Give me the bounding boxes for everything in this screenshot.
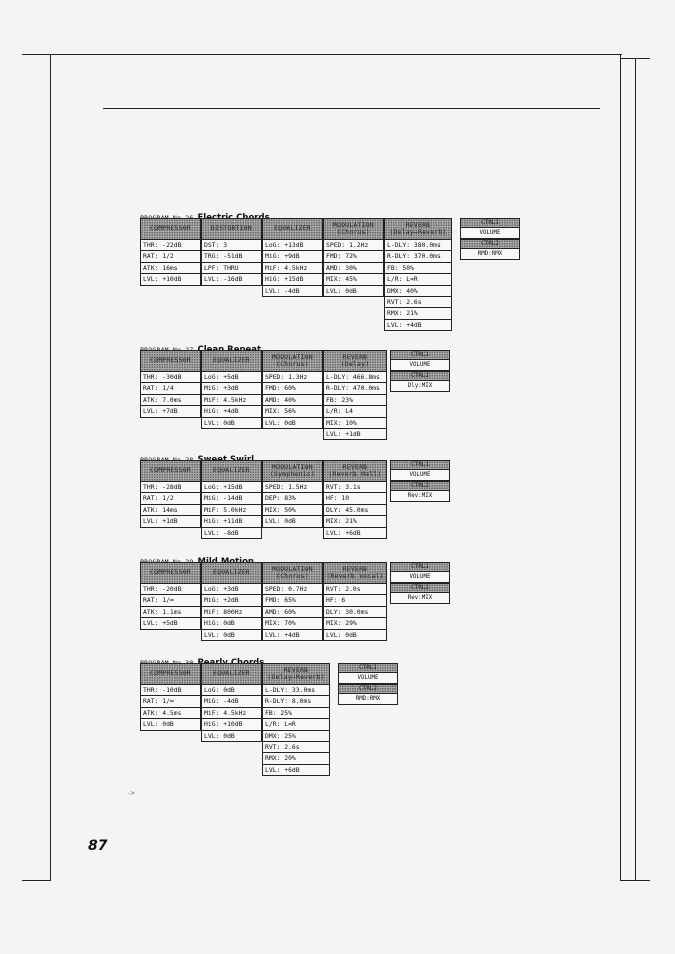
param-cell: HF: 6 [323, 595, 387, 606]
param-cell: ATK: 16ms [140, 263, 201, 274]
param-cell: LVL: +10dB [140, 274, 201, 285]
equalizer-block [201, 562, 262, 641]
param-cell: DLY: 45.0ms [323, 505, 387, 516]
ctrl1-label: CTRL1 [460, 218, 520, 228]
ctrl2-label: CTRL2 [460, 239, 520, 249]
param-cell: MiF: 4.5kHz [201, 708, 262, 719]
param-cell: MiG: -14dB [201, 493, 262, 504]
param-cell: MIX: 56% [262, 406, 323, 417]
param-cell: RVT: 2.6s [384, 297, 452, 308]
param-cell: FB: 25% [262, 708, 330, 719]
ctrl1-value: VOLUME [338, 673, 398, 684]
ctrl2-label: CTRL2 [390, 371, 450, 381]
block-header: REVERB (Delay→Reverb) [384, 218, 452, 240]
param-cell: RAT: 1/4 [140, 383, 201, 394]
param-cell: FB: 23% [323, 395, 387, 406]
right-outer-rule [635, 58, 636, 880]
compressor-block [140, 562, 201, 630]
block-header: COMPRESSOR [140, 663, 201, 685]
ctrl-block [390, 460, 450, 502]
param-cell: DST: 3 [201, 240, 262, 251]
param-cell: L-DLY: 466.8ms [323, 372, 387, 383]
param-cell: LVL: +6dB [323, 528, 387, 539]
param-cell: FMD: 60% [262, 383, 323, 394]
param-cell: R-DLY: 8.0ms [262, 696, 330, 707]
ctrl1-value: VOLUME [390, 470, 450, 481]
header-rule [103, 108, 600, 109]
param-cell: LoG: +5dB [201, 372, 262, 383]
right-top-rule [620, 58, 650, 59]
param-cell: LoG: +3dB [201, 584, 262, 595]
param-cell: FMD: 72% [323, 251, 384, 262]
param-cell: AMD: 30% [323, 263, 384, 274]
equalizer-block [201, 460, 262, 539]
param-cell: LVL: +6dB [262, 765, 330, 776]
param-cell: MIX: 70% [262, 618, 323, 629]
ctrl-block [390, 350, 450, 392]
param-cell: L-DLY: 380.0ms [384, 240, 452, 251]
param-cell: LVL: +1dB [323, 429, 387, 440]
right-border-rule [620, 55, 621, 880]
block-header: REVERB (Reverb Hall) [323, 460, 387, 482]
param-cell: MiF: 4.5kHz [201, 395, 262, 406]
right-bottom-rule [620, 880, 650, 881]
reverb-block [323, 460, 387, 539]
param-cell: HF: 10 [323, 493, 387, 504]
block-header: COMPRESSOR [140, 460, 201, 482]
reverb-block [323, 350, 387, 440]
print-mark: -> [128, 790, 136, 797]
param-cell: R-DLY: 370.0ms [384, 251, 452, 262]
param-cell: SPED: 1.3Hz [262, 372, 323, 383]
param-cell: MIX: 45% [323, 274, 384, 285]
block-header: MODULATION (Chorus) [262, 350, 323, 372]
param-cell: THR: -28dB [140, 482, 201, 493]
param-cell: LVL: -16dB [201, 274, 262, 285]
equalizer-block [201, 350, 262, 429]
block-header: COMPRESSOR [140, 350, 201, 372]
block-header: EQUALIZER [201, 663, 262, 685]
param-cell: LVL: 0dB [201, 731, 262, 742]
ctrl2-label: CTRL2 [390, 481, 450, 491]
param-cell: MiG: +9dB [262, 251, 323, 262]
ctrl1-value: VOLUME [390, 360, 450, 371]
param-cell: LVL: 0dB [323, 286, 384, 297]
ctrl1-label: CTRL1 [390, 350, 450, 360]
param-cell: TRG: -51dB [201, 251, 262, 262]
ctrl2-value: Rev:MIX [390, 491, 450, 502]
param-cell: HiG: +10dB [201, 719, 262, 730]
param-cell: L/R: L=R [262, 719, 330, 730]
param-cell: MiF: 800Hz [201, 607, 262, 618]
ctrl1-value: VOLUME [390, 572, 450, 583]
param-cell: RAT: 1/∞ [140, 696, 201, 707]
param-cell: MiF: 5.0kHz [201, 505, 262, 516]
param-cell: MiG: +2dB [201, 595, 262, 606]
block-header: EQUALIZER [262, 218, 323, 240]
param-cell: L-DLY: 33.0ms [262, 685, 330, 696]
ctrl2-label: CTRL2 [390, 583, 450, 593]
param-cell: LVL: 0dB [201, 418, 262, 429]
ctrl-block [338, 663, 398, 705]
param-cell: FMD: 65% [262, 595, 323, 606]
block-header: REVERB (Delay→Reverb) [262, 663, 330, 685]
block-header: MODULATION (Chorus) [262, 562, 323, 584]
ctrl2-label: CTRL2 [338, 684, 398, 694]
reverb-block [384, 218, 452, 331]
param-cell: ATK: 4.5ms [140, 708, 201, 719]
param-cell: RVT: 2.6s [262, 742, 330, 753]
param-cell: DMX: 40% [384, 286, 452, 297]
param-cell: THR: -22dB [140, 240, 201, 251]
param-cell: THR: -20dB [140, 584, 201, 595]
param-cell: HiG: +4dB [201, 406, 262, 417]
reverb-block [323, 562, 387, 641]
block-header: EQUALIZER [201, 562, 262, 584]
block-header: REVERB (Reverb Vocal) [323, 562, 387, 584]
param-cell: MIX: 21% [323, 516, 387, 527]
param-cell: LVL: +4dB [384, 320, 452, 331]
param-cell: HiG: +15dB [262, 274, 323, 285]
block-header: EQUALIZER [201, 460, 262, 482]
param-cell: LVL: +4dB [262, 630, 323, 641]
param-cell: THR: -10dB [140, 685, 201, 696]
param-cell: RVT: 2.0s [323, 584, 387, 595]
param-cell: LPF: THRU [201, 263, 262, 274]
param-cell: HiG: 0dB [201, 618, 262, 629]
distortion-block [201, 218, 262, 286]
page-number: 87 [88, 838, 108, 854]
param-cell: RAT: 1/2 [140, 251, 201, 262]
block-header: REVERB (Delay) [323, 350, 387, 372]
param-cell: DEP: 83% [262, 493, 323, 504]
param-cell: LVL: 0dB [262, 418, 323, 429]
param-cell: RVT: 3.1s [323, 482, 387, 493]
ctrl2-value: Rev:MIX [390, 593, 450, 604]
ctrl2-value: Dly:MIX [390, 381, 450, 392]
param-cell: DLY: 30.0ms [323, 607, 387, 618]
param-cell: THR: -30dB [140, 372, 201, 383]
block-header: EQUALIZER [201, 350, 262, 372]
param-cell: MIX: 10% [323, 418, 387, 429]
param-cell: AMD: 40% [262, 395, 323, 406]
param-cell: MIX: 50% [262, 505, 323, 516]
top-border-rule [22, 54, 622, 55]
param-cell: LVL: -4dB [262, 286, 323, 297]
param-cell: SPED: 0.7Hz [262, 584, 323, 595]
modulation-block [262, 562, 323, 641]
param-cell: SPED: 1.2Hz [323, 240, 384, 251]
param-cell: LVL: +5dB [140, 618, 201, 629]
ctrl1-value: VOLUME [460, 228, 520, 239]
param-cell: HiG: +11dB [201, 516, 262, 527]
left-border-rule [50, 55, 51, 880]
param-cell: FB: 50% [384, 263, 452, 274]
param-cell: MIX: 29% [323, 618, 387, 629]
param-cell: ATK: 1.1ms [140, 607, 201, 618]
reverb-block [262, 663, 330, 776]
param-cell: LVL: +1dB [140, 516, 201, 527]
param-cell: L/R: L4 [323, 406, 387, 417]
param-cell: LVL: 0dB [262, 516, 323, 527]
param-cell: SPED: 1.5Hz [262, 482, 323, 493]
ctrl-block [460, 218, 520, 260]
param-cell: LVL: 0dB [323, 630, 387, 641]
ctrl-block [390, 562, 450, 604]
param-cell: LoG: 0dB [201, 685, 262, 696]
param-cell: ATK: 14ms [140, 505, 201, 516]
modulation-block [323, 218, 384, 297]
block-header: COMPRESSOR [140, 218, 201, 240]
param-cell: LVL: -8dB [201, 528, 262, 539]
param-cell: RMX: 21% [384, 308, 452, 319]
ctrl1-label: CTRL1 [390, 562, 450, 572]
equalizer-block [201, 663, 262, 742]
param-cell: LVL: +7dB [140, 406, 201, 417]
block-header: DISTORTION [201, 218, 262, 240]
param-cell: MiG: +3dB [201, 383, 262, 394]
left-bottom-rule [22, 880, 51, 881]
param-cell: LoG: +13dB [262, 240, 323, 251]
compressor-block [140, 663, 201, 731]
block-header: MODULATION (Symphonic) [262, 460, 323, 482]
ctrl1-label: CTRL1 [390, 460, 450, 470]
param-cell: DMX: 25% [262, 731, 330, 742]
param-cell: RAT: 1/2 [140, 493, 201, 504]
param-cell: RAT: 1/∞ [140, 595, 201, 606]
param-cell: LoG: +15dB [201, 482, 262, 493]
modulation-block [262, 460, 323, 528]
modulation-block [262, 350, 323, 429]
param-cell: ATK: 7.0ms [140, 395, 201, 406]
block-header: MODULATION (Chorus) [323, 218, 384, 240]
param-cell: R-DLY: 470.0ms [323, 383, 387, 394]
param-cell: LVL: 0dB [140, 719, 201, 730]
param-cell: MiG: -4dB [201, 696, 262, 707]
ctrl2-value: RMD:RMX [338, 694, 398, 705]
param-cell: MiF: 4.5kHz [262, 263, 323, 274]
equalizer-block [262, 218, 323, 297]
param-cell: LVL: 0dB [201, 630, 262, 641]
compressor-block [140, 350, 201, 418]
param-cell: RMX: 20% [262, 753, 330, 764]
compressor-block [140, 460, 201, 528]
compressor-block [140, 218, 201, 286]
block-header: COMPRESSOR [140, 562, 201, 584]
param-cell: AMD: 60% [262, 607, 323, 618]
ctrl1-label: CTRL1 [338, 663, 398, 673]
ctrl2-value: RMD:RMX [460, 249, 520, 260]
param-cell: L/R: L=R [384, 274, 452, 285]
